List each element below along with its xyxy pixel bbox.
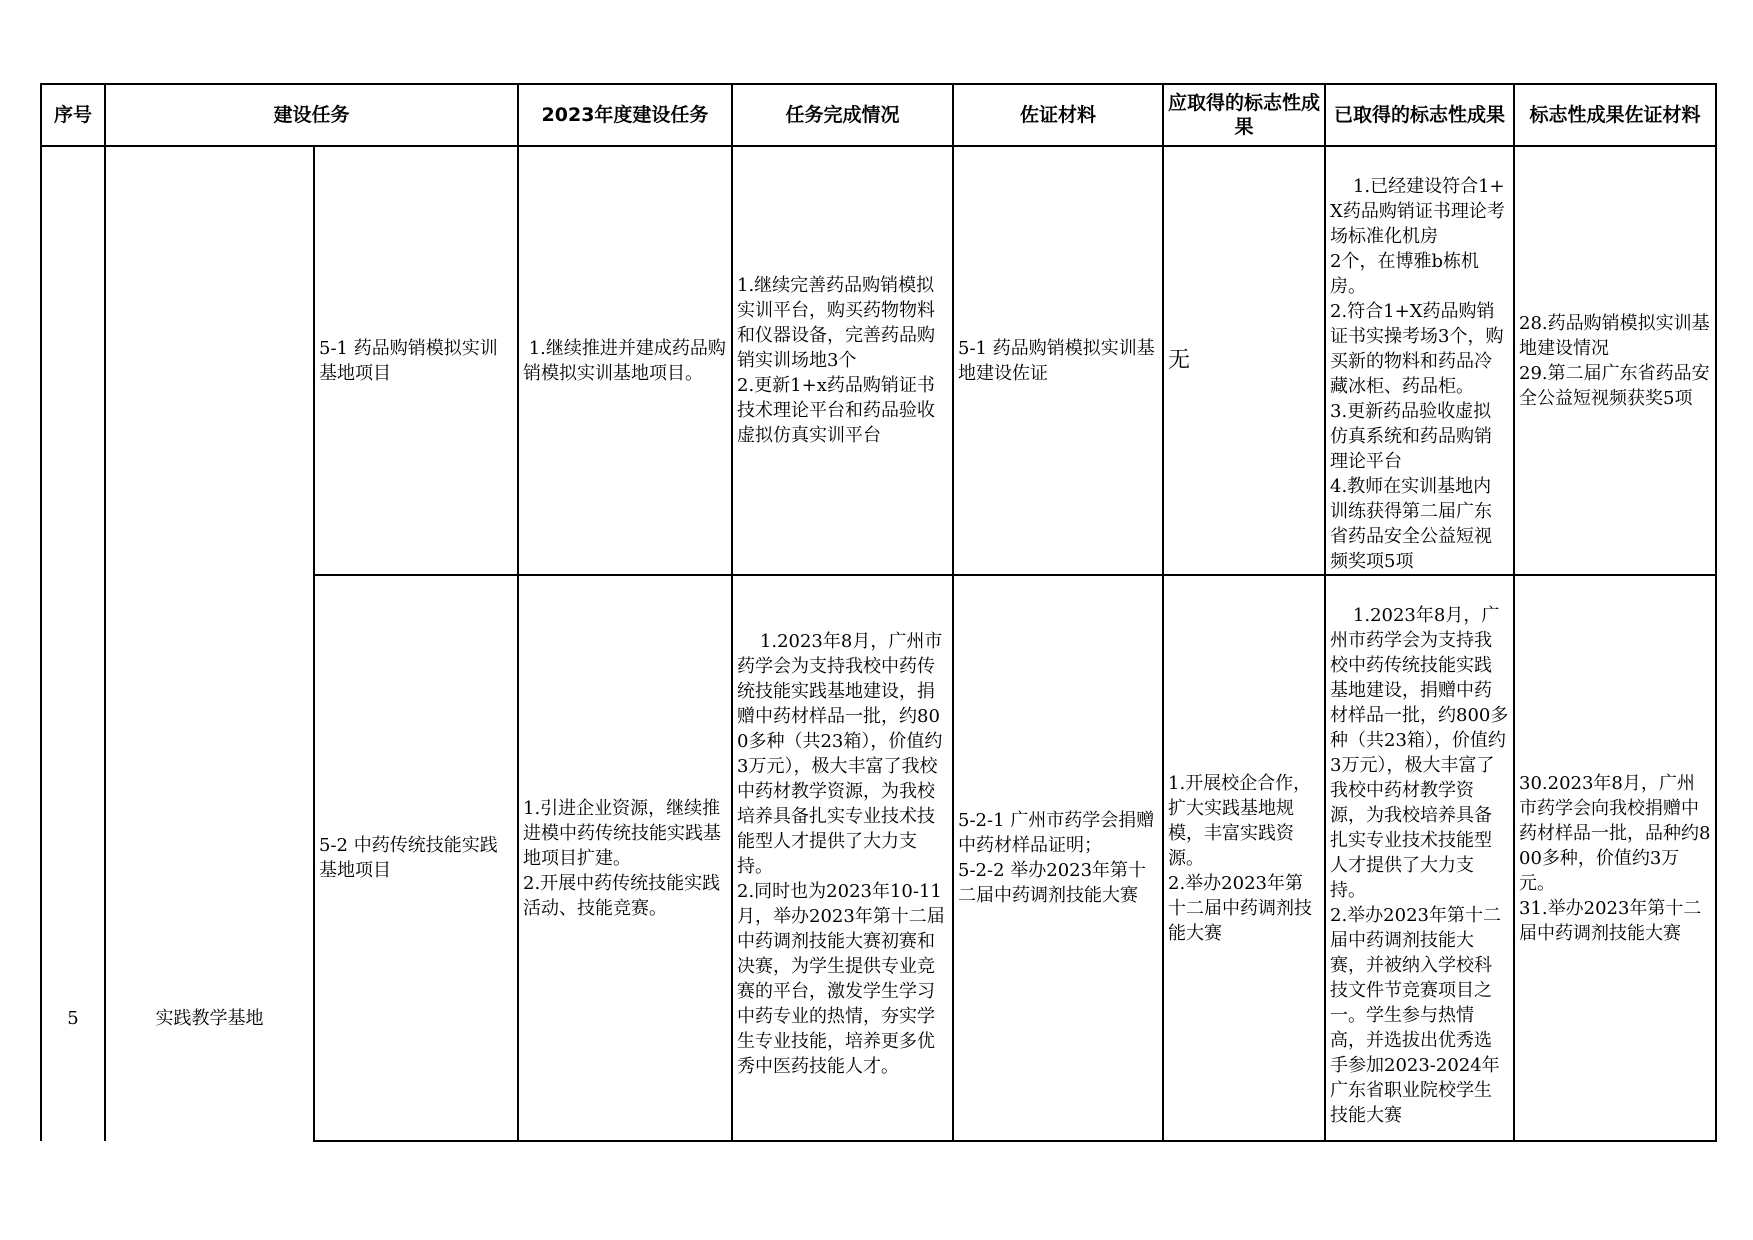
group-category: 实践教学基地 — [155, 1008, 264, 1029]
header-seq: 序号 — [53, 104, 92, 126]
expected-text: 1.开展校企合作，扩大实践基地规模，丰富实践资源。 2.举办2023年第十二届中药调剂技能大赛 — [1168, 772, 1312, 944]
achieved-evidence-text: 30.2023年8月，广州市药学会向我校捐赠中药材样品一批，品种约800多种，价值约3万元。 31.举办2023年第十二届中药调剂技能大赛 — [1519, 772, 1711, 944]
achieved-text: 1.2023年8月，广州市药学会为支持我校中药传统技能实践基地建设，捐赠中药材样品一批，约800多种（共23箱），价值约3万元），极大丰富了我校中药材教学资源，为我校培养具备扎实专业技术技能型人才提供了大力支持。 2.举办2023年第十二届中药调剂技能大赛，并被纳入学校科技文件节竞赛项目之一。学生参与热情高，并选拔出优秀选手参加2023-2024年广东省职业院校学生技能大赛 — [1330, 605, 1509, 1126]
completion-text: 1.继续完善药品购销模拟实训平台，购买药物物料和仪器设备，完善药品购销实训场地3个 2.更新1+x药品购销证书技术理论平台和药品验收虚拟仿真实训平台 — [737, 275, 935, 446]
table-row-1-completion — [733, 147, 952, 574]
achieved-evidence-text: 28.药品购销模拟实训基地建设情况 29.第二届广东省药品安全公益短视频获奖5项 — [1519, 312, 1710, 409]
col-border — [1715, 83, 1717, 1142]
table-row-2-evidence — [954, 576, 1162, 1140]
expected-text: 无 — [1168, 348, 1191, 373]
table-row-1-evidence — [954, 147, 1162, 574]
completion-text: 1.2023年8月，广州市药学会为支持我校中药传统技能实践基地建设，捐赠中药材样品一批，约800多种（共23箱），价值约3万元），极大丰富了我校中药材教学资源，为我校培养具备扎实专业技术技能型人才提供了大力支持。 2.同时也为2023年10-11月，举办2023年第十二届中药调剂技能大赛初赛和决赛，为学生提供专业竞赛的平台，激发学生学习中药专业的热情，夯实学生专业技能，培养更多优秀中医药技能人才。 — [737, 631, 945, 1077]
group-seq: 5 — [67, 1008, 79, 1029]
header-task-2023: 2023年度建设任务 — [541, 104, 709, 126]
subtask-text: 5-1 药品购销模拟实训基地项目 — [319, 337, 498, 384]
task-2023-text: 1.继续推进并建成药品购销模拟实训基地项目。 — [523, 337, 726, 384]
table-row-1-task-2023 — [519, 147, 731, 574]
header-evidence: 佐证材料 — [1019, 104, 1096, 126]
table-row-1-expected — [1164, 147, 1324, 574]
table-bottom-border — [313, 1140, 1717, 1142]
table-row-2-achieved-evidence — [1515, 576, 1715, 1140]
col-border — [40, 83, 42, 1141]
header-completion: 任务完成情况 — [785, 104, 900, 126]
table-row-2-completion — [733, 576, 952, 1140]
task-2023-text: 1.引进企业资源，继续推进模中药传统技能实践基地项目扩建。 2.开展中药传统技能实践活动、技能竞赛。 — [523, 797, 721, 919]
header-achieved-evidence: 标志性成果佐证材料 — [1529, 104, 1701, 126]
table-row-1-achieved-evidence — [1515, 147, 1715, 574]
evidence-text: 5-2-1 广州市药学会捐赠中药材样品证明； 5-2-2 举办2023年第十二届中药调剂技能大赛 — [958, 810, 1155, 906]
achieved-text: 1.已经建设符合1+X药品购销证书理论考场标准化机房 2个，在博雅b栋机房。 2.符合1+X药品购销证书实操考场3个，购买新的物料和药品冷藏冰柜、药品柜。 3.更新药品验收虚拟仿真系统和药品购销理论平台 4.教师在实训基地内训练获得第二届广东省药品安全公益短视频奖项5项 — [1330, 176, 1505, 572]
header-task: 建设任务 — [273, 104, 350, 126]
table-row-1-achieved — [1326, 147, 1513, 574]
header-achieved: 已取得的标志性成果 — [1333, 104, 1505, 126]
col-border — [104, 83, 106, 1141]
subtask-text: 5-2 中药传统技能实践基地项目 — [319, 835, 498, 881]
evidence-text: 5-1 药品购销模拟实训基地建设佐证 — [958, 337, 1155, 384]
table-row-1-subtask — [315, 147, 517, 574]
table-row-2-task-2023 — [519, 576, 731, 1140]
table-row-2-subtask — [315, 576, 517, 1140]
header-expected: 应取得的标志性成果 — [1168, 92, 1321, 138]
table-row-2-expected — [1164, 576, 1324, 1140]
table-row-2-achieved — [1326, 576, 1513, 1140]
